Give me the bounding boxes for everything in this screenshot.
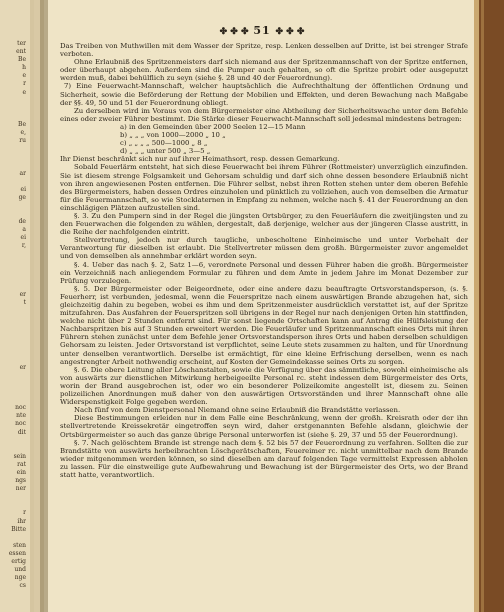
facing-page-fragment: r — [23, 80, 26, 88]
facing-page-fragment: ertig — [11, 558, 26, 565]
facing-page-fragment — [0, 250, 26, 258]
paragraph: §. 4. Ueber das nach §. 2, Satz 1—6, verordnete Personal und dessen Führer haben die großh. Bürgermeister ein Verzeichniß nach anliegendem Formular zu führen und dem Amte in jedem Jahre im Monat Dezember zur Prüfung vorzulegen. — [60, 260, 468, 285]
facing-page-fragment — [0, 105, 26, 113]
facing-page-fragment: Be — [18, 120, 26, 128]
facing-page-fragment — [0, 145, 26, 153]
facing-page-fragment: ter — [17, 40, 26, 47]
facing-page-fragment: Bitte — [11, 525, 26, 533]
paragraph: Diese Bestimmungen erleiden nur in dem Falle eine Beschränkung, wenn der großh. Kreisrath oder der ihn stellvertretende Kreissekretär eingetroffen seyn wird, daher erstgenannten Befehle alsdann, gleichwie der Ortsbürgermeister so auch das ganze übrige Personal unterworfen ist (siehe §. 29, 37 und 55 der Feuerordnung). — [60, 414, 468, 439]
facing-page-fragment — [0, 275, 26, 283]
facing-page-fragment: ar — [19, 169, 26, 177]
facing-page-fragment: r — [23, 509, 26, 517]
paragraph: §. 3. Zu den Pumpern sind in der Regel die jüngsten Ortsbürger, zu den Feuerläufern die zweitjüngsten und zu den Feuerwachen die folgenden zu wählen, dergestalt, daß derjenige, welcher aus der jüngeren Classe austritt, in die Reihe der nachfolgenden eintritt. — [60, 211, 468, 237]
facing-page-fragment: ihr — [17, 517, 26, 525]
facing-page-fragment — [0, 113, 26, 121]
facing-page-fragment — [0, 178, 26, 186]
facing-page-fragment: noc — [15, 420, 26, 428]
facing-page-fragment: ei — [20, 185, 26, 193]
facing-page-fragment: essen — [8, 549, 26, 557]
paragraph: Ihr Dienst beschränkt sich nur auf ihrer Heimathsort, resp. dessen Gemarkung. — [60, 155, 340, 164]
facing-page-fragment: rat — [17, 460, 26, 468]
list-item: b) „ „ „ von 1000—2000 „ 10 „ — [120, 131, 226, 140]
facing-page-fragment — [0, 97, 26, 105]
paragraph: §. 7. Nach gelöschtem Brande ist strenge nach dem §. 52 bis 57 der Feuerordnung zu verfahren. Sollten die zur Brandstätte von auswärts herbeibrachten Löschgerätschaften, Feuereimer rc. nicht unmittelbar nach dem Brande wieder mitgenommen werden können, so sind dieselben am darauf folgenden Tage vermittelst Expressen abholen zu lassen. Für die einstweilige gute Aufbewahrung und Bewachung ist der Bürgermeister des Orts, wo der Brand statt hatte, verantwortlich. — [60, 438, 468, 479]
facing-page-fragment: sein — [13, 452, 26, 460]
facing-page-fragment: und — [14, 566, 26, 574]
facing-page-fragment — [0, 161, 26, 169]
paragraph: Nach fünf von dem Dienstpersonal Niemand ohne seine Erlaubniß die Brandstätte verlassen. — [74, 406, 401, 415]
facing-page-fragment — [0, 380, 26, 388]
facing-page-fragment: er — [19, 363, 26, 371]
facing-page-fragment — [0, 315, 26, 323]
paragraph: §. 6. Die obere Leitung aller Löschanstalten, sowie die Verfügung über das sämmtliche, sowohl einheimische als von auswärts zur dienstlichen Mitwirkung herbeigeeilte Personal rc. steht indessen dem Bürgermeister des Orts, worin der Brand ausgebrochen ist, oder wo ein besonderer Polizeikomite angestellt ist, diesem zu. Seinen polizeilichen Anordnungen muß daher von den auswärtigen Ortsvorständen und ihrer Mannschaft ohne alle Widerspenstigkeit Folge gegeben werden. — [60, 365, 468, 407]
facing-page-fragment: r, — [21, 242, 26, 250]
facing-page-fragment — [0, 501, 26, 509]
facing-page-fragment: ngs — [15, 477, 26, 485]
paragraph: Ohne Erlaubniß des Spritzenmeisters darf sich niemand aus der Spritzenmannschaft von der Spritze entfernen, oder überhaupt abgehen. Außerdem sind die Pumper auch gehalten, so oft die Spritze probirt oder ausgeputzt werden muß, dabei behülflich zu seyn (siehe §. 28 und 40 der Feuerordnung). — [60, 58, 468, 83]
facing-page-fragment: ent — [16, 48, 26, 56]
gutter-shadow — [40, 0, 48, 612]
paragraph: 7) Eine Feuerwacht-Mannschaft, welcher hauptsächlich die Aufrechthaltung der öffentlichen Ordnung und Sicherheit, sowie die Beförderung der Rettung der Mobilien und Effekten, und deren Bewachung nach Maßgabe der §§. 49, 50 und 51 der Feuerordnung obliegt. — [60, 82, 468, 107]
facing-page-fragment: ge — [18, 193, 26, 201]
paragraph: Zu derselben wird im Voraus von dem Bürgermeister eine Abtheilung der Sicherheitswache unter dem Befehle eines oder zweier Führer bestimmt. Die Stärke dieser Feuerwacht-Mannschaft soll jedesmal mindestens betragen: — [60, 106, 468, 123]
facing-page-fragment: nge — [14, 574, 26, 582]
facing-page-fragment — [0, 339, 26, 347]
facing-page-fragment — [0, 534, 26, 542]
facing-page-fragment: ein — [16, 468, 26, 476]
facing-page-fragment: ru — [19, 137, 26, 145]
facing-page-fragment — [0, 396, 26, 404]
facing-page-fragment: ei — [20, 234, 26, 242]
page-body — [60, 42, 468, 479]
facing-page-fragment: noc — [15, 404, 26, 412]
facing-page-fragment — [0, 323, 26, 331]
facing-page-fragment — [0, 283, 26, 291]
paragraph: Das Treiben von Muthwillen mit dem Wasser der Spritze, resp. Lenken desselben auf Dritte, ist bei strenger Strafe verboten. — [60, 42, 468, 59]
facing-page-fragment — [0, 331, 26, 339]
list-item: a) in den Gemeinden über 2000 Seelen 12—15 Mann — [120, 122, 306, 131]
facing-page-fragment — [0, 388, 26, 396]
facing-page-fragment: e, — [20, 129, 26, 137]
facing-page-fragment: e — [22, 88, 26, 96]
facing-page-fragment — [0, 356, 26, 364]
facing-page-fragment — [0, 493, 26, 501]
paragraph: Sobald Feuerlärm entsteht, hat sich diese Feuerwacht bei ihrem Führer (Rottmeister) unverzüglich einzufinden. Sie ist diesem strenge Folgsamkeit und Gehorsam schuldig und darf sich ohne dessen besondere Erlaubniß nicht von ihren angewiesenen Posten entfernen. Die Führer selbst, nebst ihren Rotten stehen unter dem oberen Befehle des Bürgermeisters, haben dessen Ordres einzuholen und pünktlich zu vollziehen, auch von demselben die Armatur für die Feuermannschaft, so wie Stocklaternen in Empfang zu nehmen, welche nach §. 41 der Feuerordnung an den einschlägigen Plätzen aufzustellen sind. — [60, 163, 468, 212]
paragraph: Stellvertretung, jedoch nur durch taugliche, unbescholtene Einheimische und unter Vorbehalt der Verantwortung für dieselben ist erlaubt. Die Stellvertreter müssen dem großh. Bürgermeister zuvor angemeldet und von demselben als annehmbar erklärt worden seyn. — [60, 236, 468, 261]
facing-page-fragment: h — [22, 64, 26, 72]
facing-page-fragment: cs — [19, 582, 26, 590]
document-page — [52, 8, 472, 604]
facing-page-fragment — [0, 202, 26, 210]
facing-page-fragment: de — [18, 218, 26, 226]
list-item: c) „ „ „ „ 500—1000 „ 8 „ — [120, 139, 208, 148]
facing-page-fragment: t — [23, 299, 26, 306]
facing-page-fragment: a — [22, 226, 26, 234]
facing-page-fragment — [0, 348, 26, 356]
facing-page-fragment — [0, 153, 26, 161]
list-item: d) „ „ „ unter 500 „ 3—5 „ — [120, 147, 211, 156]
facing-page-fragment: Be — [18, 56, 26, 64]
facing-page-fragment — [0, 437, 26, 445]
ornament-left: ✤ ✤ ✤ — [219, 27, 249, 37]
facing-page-fragment: ner — [15, 485, 26, 493]
facing-page-fragment: er — [19, 290, 26, 298]
facing-page-fragments — [0, 40, 26, 590]
facing-page-fragment: nte — [16, 412, 26, 420]
ornament-right: ✤ ✤ ✤ — [275, 27, 305, 37]
facing-page-fragment — [0, 445, 26, 453]
facing-page-fragment — [0, 372, 26, 380]
page-number: 51 — [253, 24, 271, 37]
facing-page-fragment: dit — [17, 428, 26, 436]
facing-page-fragment — [0, 307, 26, 315]
facing-page-fragment — [0, 267, 26, 275]
facing-page-fragment — [0, 259, 26, 267]
paragraph: §. 5. Der Bürgermeister oder Beigeordnete, oder eine andere dazu beauftragte Ortsvorstandsperson, (s. §. Feuerherr, ist verbunden, jedesmal, wenn die Feuerspritze nach einem auswärtigen Brande abzugehen hat, sich gleichzeitig dahin zu begeben, wobei es ihm und dem Spritzenmeister ausdrücklich verstattet ist, auf der Spritze mitzufahren. Das Ausfahren der Feuerspritzen soll übrigens in der Regel nur nach denjenigen Orten hin stattfinden, welche nicht über 2 Stunden entfernt sind. Für sonst liegende Ortschaften kann auf Antrag die Hülfsleistung der Nachbarspritzen bis auf 3 Stunden erweitert werden. Die Feuerläufer und Spritzenmannschaft eines Orts mit ihren Führern stehen zunächst unter dem Befehle jener Ortsvorstandsperson ihres Orts und haben derselben schuldigen Gehorsam zu leisten. Jeder Ortsvorstand ist verpflichtet, seine Leute stets zusammen zu halten, und für Unordnung unter denselben verantwortlich. Derselbe ist ermächtigt, für eine kleine Erfrischung derselben, wenn es nach angestrengter Arbeit nothwendig erscheint, auf Kosten der Gemeindekasse seines Orts zu sorgen. — [60, 284, 468, 366]
page-header — [52, 24, 472, 37]
facing-page-fragment: sten — [13, 541, 26, 549]
facing-page-fragment — [0, 210, 26, 218]
facing-page-fragment: e — [22, 72, 26, 80]
